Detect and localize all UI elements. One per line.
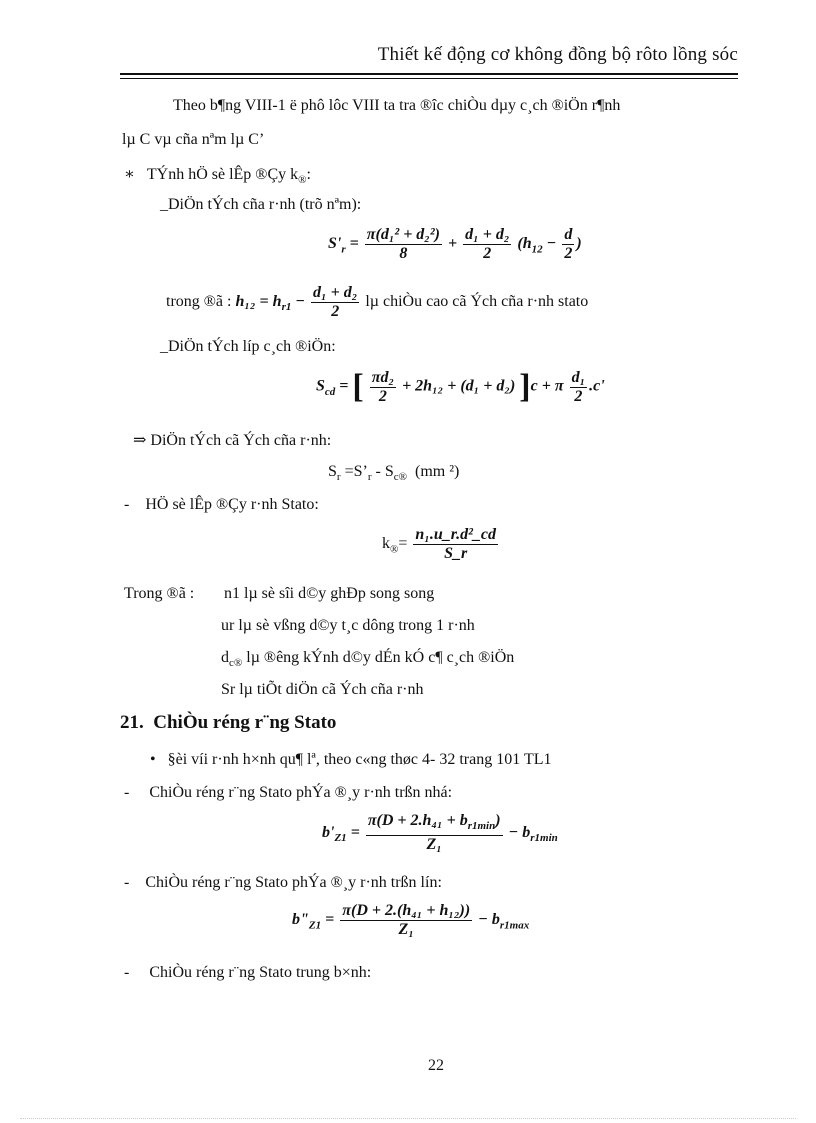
eq6-den: Z₁ bbox=[398, 921, 414, 938]
eq2-frac2-den: 2 bbox=[574, 387, 583, 405]
eq1-frac3 bbox=[562, 226, 574, 263]
pear-slot-text: §èi víi r·nh h×nh qu¶ lª, theo c«ng thøc 4- 32 trang 101 TL1 bbox=[167, 751, 552, 768]
section-number: 21. bbox=[120, 712, 144, 733]
eq6-num: π(D + 2.(h₄₁ + h₁₂)) bbox=[342, 902, 471, 919]
eq5-num-text: π(D + 2.h₄₁ + b bbox=[367, 812, 468, 829]
where-line-h12 bbox=[166, 284, 588, 321]
eq2-frac1-num: πd₂ bbox=[371, 368, 395, 386]
useful-area-line bbox=[133, 430, 331, 450]
equation-tooth-width-small: $b'_{Z1}$ = $\frac{\pi(D + 2.h_{41} + b_{r1min})}{\text{Z₁}}$ − $b_{r1min}$ bbox=[322, 812, 558, 854]
eq1-frac3-den: 2 bbox=[564, 245, 573, 262]
useful-area-label: DiÖn tÝch cã Ých cña r·nh: bbox=[150, 432, 332, 449]
dcd-d: d bbox=[221, 649, 229, 666]
eq2-frac2-num: d₁ bbox=[571, 368, 586, 386]
eq1-frac2-num: d₁ + d₂ bbox=[465, 226, 510, 243]
eq1-frac1 bbox=[365, 226, 442, 263]
page-number: 22 bbox=[428, 1057, 444, 1074]
eq1-frac1-num: π(d₁² + d₂²) bbox=[366, 226, 441, 243]
header-rule-thin bbox=[120, 78, 738, 79]
eq3-sub3: c® bbox=[393, 471, 407, 484]
eq2-bracket-close: ] bbox=[519, 368, 531, 405]
equation-insulation-area: $S_{cd}$ = [ $\frac{\text{πd₂}}{2}$ + 2h₁₂ + (d₁ + d₂) ]c + π $\frac{\text{d₁}}{2}$ .c' bbox=[316, 368, 605, 405]
eq2-tail-c: c + π bbox=[530, 377, 564, 395]
equation-fill-factor: $k_®=$ $\frac{\text{n₁.u\_r.d²\_cd}}{S\_r}$ bbox=[382, 526, 497, 562]
slot-area-label: _DiÖn tÝch cña r·nh (trõ nªm): bbox=[160, 196, 362, 213]
eq1-minus: − bbox=[542, 235, 561, 253]
eq1-lhs-sub: r bbox=[341, 243, 346, 256]
eq2-frac1 bbox=[370, 369, 396, 406]
dash-marker: - bbox=[124, 784, 130, 801]
h12-expression bbox=[235, 284, 361, 320]
where-item-dcd bbox=[221, 649, 514, 669]
tooth-width-large-label: ChiÒu réng r¨ng Stato phÝa ®¸y r·nh trßn lín: bbox=[145, 874, 442, 891]
h12-expr: h₁₂ = h bbox=[235, 293, 282, 311]
where-label-2: Trong ®ã : bbox=[124, 585, 195, 602]
eq5-den: Z₁ bbox=[426, 836, 442, 854]
eq1-frac2-den: 2 bbox=[483, 245, 492, 262]
eq4-frac bbox=[413, 526, 498, 563]
eq6-frac bbox=[340, 902, 472, 939]
eq1-paren-close: ) bbox=[576, 235, 582, 253]
where-item-n1: n1 lµ sè sîi d©y ghÐp song song bbox=[224, 585, 435, 602]
eq2-lhs-sub: cd bbox=[324, 385, 336, 398]
eq3-units: (mm ²) bbox=[414, 463, 460, 480]
paragraph-line-1: Theo b¶ng VIII-1 ë phô lôc VIII ta tra ®îc chiÒu dµy c¸ch ®iÖn r¶nh bbox=[173, 97, 621, 114]
fill-factor-stator-label: HÖ sè lÊp ®Çy r·nh Stato: bbox=[145, 496, 319, 513]
where-item-ur: ur lµ sè vßng d©y t¸c dông trong 1 r·nh bbox=[221, 617, 475, 634]
eq1-frac1-den: 8 bbox=[399, 245, 408, 262]
eq6-lhs-sub: Z1 bbox=[308, 919, 322, 932]
h12-frac-num: d₁ + d₂ bbox=[313, 284, 358, 301]
eq3-sub2: r bbox=[367, 471, 372, 484]
eq5-lhs-sub: Z1 bbox=[334, 831, 347, 844]
eq2-frac2 bbox=[570, 369, 588, 406]
eq3-rest: =S’ bbox=[340, 463, 368, 480]
eq4-num: n₁.u_r.d²_cd bbox=[415, 526, 497, 543]
eq1-frac2 bbox=[463, 226, 511, 263]
fill-factor-label: TÝnh hÖ sè lÊp ®Çy k bbox=[146, 166, 299, 183]
h12-frac bbox=[311, 284, 359, 321]
bullet-star: ∗ bbox=[124, 166, 135, 183]
where-item-sr: Sr lµ tiÕt diÖn cã Ých cña r·nh bbox=[221, 681, 424, 698]
dash-marker: - bbox=[124, 496, 130, 513]
bullet-dot-icon: • bbox=[150, 751, 156, 768]
h12-description: lµ chiÒu cao cã Ých cña r·nh stato bbox=[365, 293, 589, 311]
fill-factor-stator-line bbox=[124, 496, 319, 514]
bullet-fill-factor bbox=[124, 164, 311, 186]
eq5-tail: − b bbox=[508, 823, 531, 841]
eq3-rest2: - S bbox=[371, 463, 394, 480]
eq4-lhs-sub: ® bbox=[390, 543, 399, 556]
tooth-width-average-label: ChiÒu réng r¨ng Stato trung b×nh: bbox=[149, 964, 372, 981]
eq5-num bbox=[366, 812, 503, 836]
eq6-tail-sub: r1max bbox=[499, 919, 530, 932]
h12-frac-den: 2 bbox=[331, 303, 340, 320]
implies-arrow-icon: ⇒ bbox=[133, 432, 147, 449]
h12-minus: − bbox=[291, 293, 310, 311]
h12-expr-sub: r1 bbox=[281, 301, 292, 314]
eq2-mid: + 2h₁₂ + (d₁ + d₂) bbox=[402, 377, 516, 395]
eq2-tail: .c' bbox=[589, 377, 605, 395]
fill-factor-colon: : bbox=[306, 166, 311, 183]
eq1-lhs: S' bbox=[328, 235, 342, 253]
section-heading-21 bbox=[120, 712, 336, 734]
equation-useful-area bbox=[328, 463, 459, 483]
eq5-num-sub: r1min bbox=[467, 820, 496, 833]
eq5-lhs: b' bbox=[322, 823, 335, 841]
eq2-bracket-open: [ bbox=[352, 368, 364, 405]
insulation-area-label: _DiÖn tÝch líp c¸ch ®iÖn: bbox=[160, 338, 336, 355]
eq2-frac1-den: 2 bbox=[378, 387, 387, 405]
eq4-lhs: k bbox=[382, 535, 390, 553]
bottom-dotted-border bbox=[20, 1118, 796, 1119]
header-rule-thick bbox=[120, 73, 738, 75]
eq1-paren-open: (h bbox=[517, 235, 532, 253]
fill-factor-sub: ® bbox=[298, 174, 307, 187]
equation-tooth-width-large: $b"_{Z1}$ = $\frac{\text{π(D + 2.(h₄₁ + h₁₂))}}{\text{Z₁}}$ − $b_{r1max}$ bbox=[292, 902, 530, 938]
paragraph-line-2: lµ C vµ cña nªm lµ C’ bbox=[122, 131, 265, 148]
eq5-tail-sub: r1min bbox=[530, 831, 558, 844]
eq5-frac bbox=[366, 812, 503, 854]
tooth-width-average-line bbox=[124, 964, 371, 982]
dash-marker: - bbox=[124, 964, 130, 981]
eq5-num-close: ) bbox=[495, 812, 501, 829]
eq6-lhs: b" bbox=[292, 911, 309, 929]
eq6-tail: − b bbox=[478, 911, 500, 929]
bullet-pear-slot bbox=[150, 751, 552, 769]
dcd-text: lµ ®êng kÝnh d©y dÉn kÓ c¶ c¸ch ®iÖn bbox=[242, 649, 515, 666]
eq1-frac3-num: d bbox=[564, 226, 573, 243]
eq3-sr: S bbox=[328, 463, 337, 480]
eq3-sr-sub: r bbox=[336, 471, 341, 484]
tooth-width-large-line bbox=[124, 874, 442, 892]
equation-slot-area: $S'_r$ = $\frac{\text{π(d₁² + d₂²)}}{8}$ + $\frac{\text{d₁ + d₂}}{2}$ ($h_{12}$ − $\frac{d}{2}$ ) bbox=[328, 226, 582, 262]
eq1-paren-sub: 12 bbox=[531, 243, 543, 256]
dcd-sub: c® bbox=[229, 657, 243, 670]
tooth-width-small-line bbox=[124, 784, 452, 802]
running-header: Thiết kế động cơ không đồng bộ rôto lồng sóc bbox=[377, 44, 738, 65]
where-prefix: trong ®ã : bbox=[166, 293, 232, 311]
eq2-lhs: S bbox=[316, 377, 325, 395]
eq4-den: S_r bbox=[444, 545, 468, 562]
section-title: ChiÒu réng r¨ng Stato bbox=[153, 712, 337, 733]
dash-marker: - bbox=[124, 874, 130, 891]
tooth-width-small-label: ChiÒu réng r¨ng Stato phÝa ®¸y r·nh trßn nhá: bbox=[149, 784, 453, 801]
